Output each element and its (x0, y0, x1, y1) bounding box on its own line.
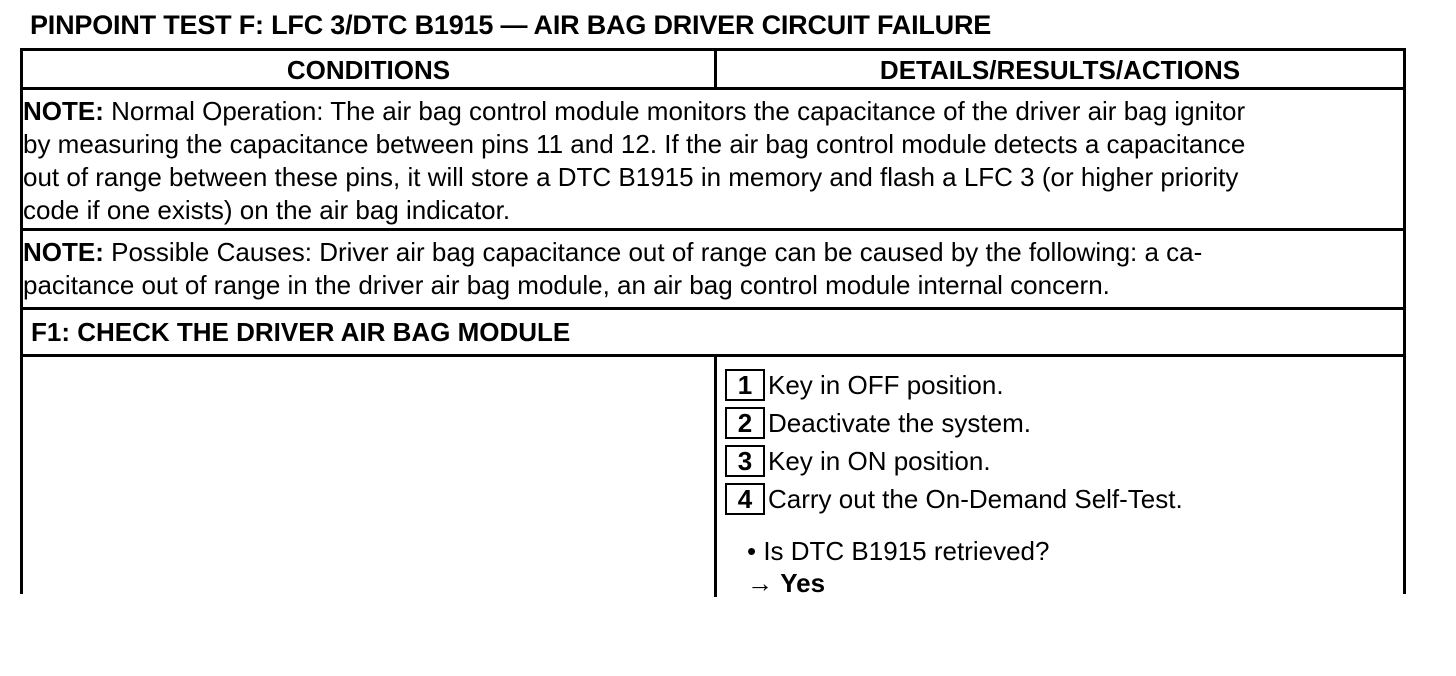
step-item (725, 407, 1031, 437)
possible-causes-note (23, 231, 1403, 310)
note-line: out of range between these pins, it will store a DTC B1915 in memory and flash a LFC 3 (or higher priority (23, 162, 1239, 192)
step-number-box: 3 (725, 445, 765, 477)
step-item (725, 369, 1004, 399)
step-number-box: 4 (725, 483, 765, 515)
answer-yes (747, 567, 825, 599)
details-cell (717, 357, 1403, 597)
conditions-cell (23, 357, 717, 597)
conditions-column-header: CONDITIONS (23, 51, 717, 87)
table-header-row (23, 51, 1403, 90)
step-number-box: 2 (725, 407, 765, 439)
step-item (725, 483, 1183, 513)
details-column-header: DETAILS/RESULTS/ACTIONS (879, 55, 1241, 85)
pinpoint-test-table (20, 48, 1406, 598)
note-line: NOTE: Possible Causes: Driver air bag capacitance out of range can be caused by the following: a ca- (23, 237, 1203, 267)
note-label: NOTE: (23, 237, 104, 267)
note-line: NOTE: Normal Operation: The air bag control module monitors the capacitance of the driver air bag ignitor (23, 96, 1246, 126)
page-title: PINPOINT TEST F: LFC 3/DTC B1915 — AIR BAG DRIVER CIRCUIT FAILURE (30, 10, 992, 40)
step-text: Carry out the On-Demand Self-Test. (768, 484, 1183, 514)
step-text: Deactivate the system. (768, 408, 1031, 438)
step-number-box: 1 (725, 369, 765, 401)
note-line: pacitance out of range in the driver air bag module, an air bag control module internal concern. (23, 270, 1110, 300)
note-line: code if one exists) on the air bag indicator. (23, 195, 511, 225)
normal-operation-note (23, 90, 1403, 231)
note-line: by measuring the capacitance between pins 11 and 12. If the air bag control module detects a capacitance (23, 129, 1246, 159)
answer-label: Yes (780, 568, 826, 598)
step-text: Key in ON position. (768, 446, 991, 476)
step-text: Key in OFF position. (768, 370, 1004, 400)
arrow-icon: → (747, 568, 773, 598)
note-label: NOTE: (23, 96, 104, 126)
test-question: • Is DTC B1915 retrieved? (747, 536, 1050, 566)
step-header: F1: CHECK THE DRIVER AIR BAG MODULE (23, 310, 1403, 357)
step-item (725, 445, 991, 475)
